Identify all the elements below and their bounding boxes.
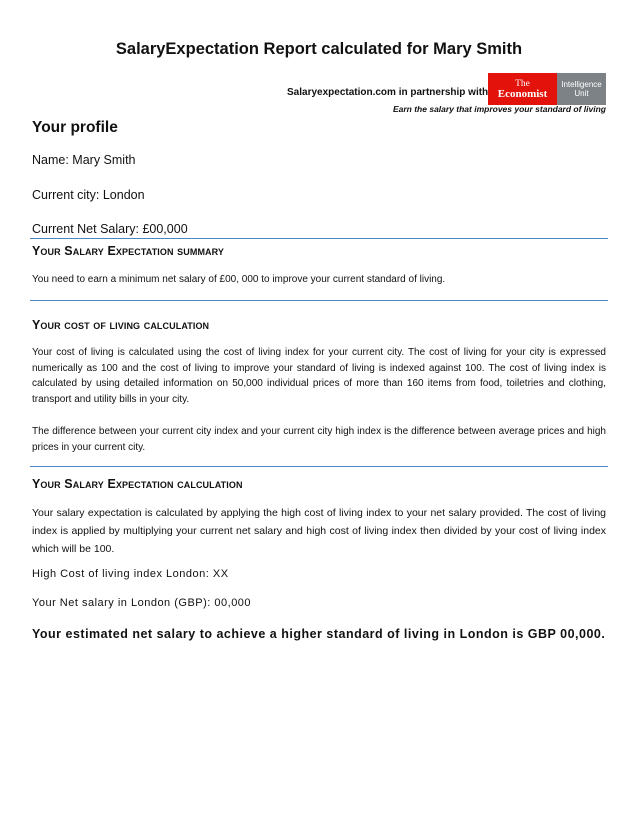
cost-paragraph-1: Your cost of living is calculated using the cost of living index for your current city. The cost of living for your city is expressed numerically as 100 and the cost of living to improve your standard of living is indexed against 100. The cost of living index is calculated by using detailed information on 50,000 individual prices of more than 160 items from food, toiletries and clothing, transport and utility bills in your city. xyxy=(32,347,606,405)
divider xyxy=(30,300,608,301)
net-salary-line: Your Net salary in London (GBP): 00,000 xyxy=(32,597,252,609)
divider xyxy=(30,466,608,467)
calc-paragraph: Your salary expectation is calculated by applying the high cost of living index to your net salary provided. The cost of living index is applied by multiplying your current net salary and high cost of living index then divided by your cost of living index which will be 100. xyxy=(32,507,606,555)
economist-logo-line2: Economist xyxy=(497,88,548,100)
profile-heading: Your profile xyxy=(32,119,118,136)
intelligence-unit-logo xyxy=(557,73,606,105)
partner-text: Salaryexpectation.com in partnership with xyxy=(287,87,489,98)
cost-paragraph-2: The difference between your current city index and your current city high index is the difference between average prices and high prices in your current city. xyxy=(32,426,606,453)
profile-name: Name: Mary Smith xyxy=(32,153,136,167)
divider xyxy=(30,238,608,239)
unit-logo-line2: Unit xyxy=(574,89,589,98)
estimated-salary-result: Your estimated net salary to achieve a higher standard of living in London is GBP 00,000. xyxy=(32,627,606,641)
summary-text: You need to earn a minimum net salary of £00, 000 to improve your current standard of living. xyxy=(32,274,446,285)
unit-logo-line1: Intelligence xyxy=(561,80,602,89)
high-cost-index-line: High Cost of living index London: XX xyxy=(32,568,229,580)
summary-heading: Your Salary Expectation summary xyxy=(32,244,225,258)
tagline: Earn the salary that improves your standard of living xyxy=(392,104,606,114)
report-title: SalaryExpectation Report calculated for Mary Smith xyxy=(115,40,523,58)
calc-heading: Your Salary Expectation calculation xyxy=(32,477,243,491)
economist-logo-line1: The xyxy=(515,79,530,89)
economist-logo-red xyxy=(488,73,557,105)
profile-salary: Current Net Salary: £00,000 xyxy=(32,222,188,236)
cost-heading: Your cost of living calculation xyxy=(32,318,210,332)
economist-logo xyxy=(488,73,606,105)
profile-city: Current city: London xyxy=(32,188,145,202)
